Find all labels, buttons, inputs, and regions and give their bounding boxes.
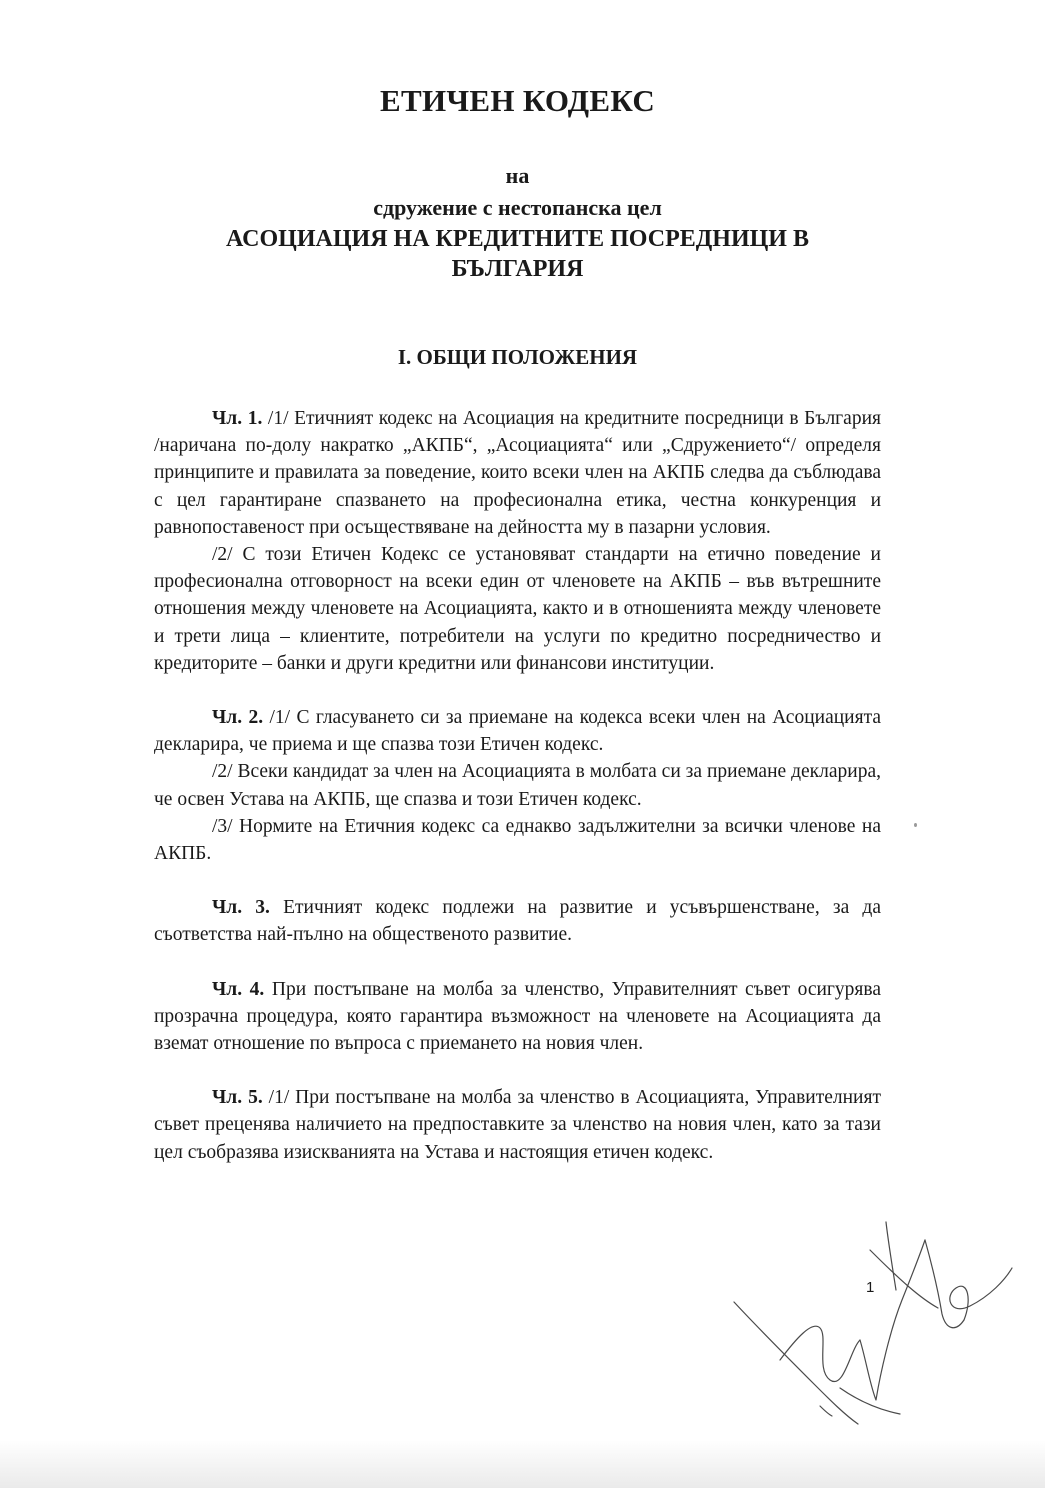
article-1-text-1: /1/ Етичният кодекс на Асоциация на кредитните посредници в България /наричана по-долу накратко „АКПБ“, „Асоциацията“ или „Сдружението“/ определя принципите и правилата за поведение, които всеки член на АКПБ следва да съблюдава с цел гарантиране спазването на професионална етика, честна конкуренция и равнопоставеност при осъществяване на дейността му в пазарни условия. bbox=[154, 408, 881, 538]
article-4-paragraph-1 bbox=[154, 976, 881, 1058]
article-5-paragraph-1 bbox=[154, 1084, 881, 1166]
article-3-label: Чл. 3. bbox=[212, 897, 270, 919]
article-3-paragraph-1 bbox=[154, 894, 881, 948]
article-4-text-1: При постъпване на молба за членство, Управителният съвет осигурява прозрачна процедура, която гарантира възможност на членовете на Асоциацията да вземат отношение по въпроса с приемането на новия член. bbox=[154, 978, 881, 1055]
document-body bbox=[154, 405, 881, 1166]
article-2-text-1: /1/ С гласуването си за приемане на кодекса всеки член на Асоциацията декларира, че приема и ще спазва този Етичен кодекс. bbox=[154, 707, 881, 756]
article-5-text-1: /1/ При постъпване на молба за членство в Асоциацията, Управителният съвет преценява наличието на предпоставките за членство на новия член, като за тази цел съобразява изискванията на Устава и настоящия етичен кодекс. bbox=[154, 1087, 881, 1163]
subtitle-association-line-1: АСОЦИАЦИЯ НА КРЕДИТНИТЕ ПОСРЕДНИЦИ В bbox=[226, 226, 809, 252]
scan-bottom-shadow bbox=[0, 1440, 1045, 1488]
article-1-paragraph-2: /2/ С този Етичен Кодекс се установяват стандарти на етично поведение и професионална отговорност на всеки един от членовете на АКПБ – във вътрешните отношения между членовете на Асоциацията, както и в отношенията между членовете и трети лица – клиентите, потребители на услуги по кредитно посредничество и кредиторите – банки и други кредитни или финансови институции. bbox=[154, 544, 881, 674]
article-2-paragraph-1 bbox=[154, 704, 881, 758]
subtitle-org-type: сдружение с нестопанска цел bbox=[373, 195, 662, 220]
article-3-text-1: Етичният кодекс подлежи на развитие и усъвършенстване, за да съответства най-пълно на общественото развитие. bbox=[154, 897, 881, 946]
article-4-label: Чл. 4. bbox=[212, 978, 265, 1000]
document-title: ЕТИЧЕН КОДЕКС bbox=[379, 83, 656, 118]
article-2-label: Чл. 2. bbox=[212, 707, 264, 729]
article-2-paragraph-2: /2/ Всеки кандидат за член на Асоциацията в молбата си за приемане декларира, че освен Устава на АКПБ, ще спазва и този Етичен кодекс. bbox=[154, 761, 881, 810]
article-2-paragraph-3: /3/ Нормите на Етичния кодекс са еднакво задължителни за всички членове на АКПБ. bbox=[154, 815, 881, 865]
subtitle-association-line-2: БЪЛГАРИЯ bbox=[451, 256, 584, 282]
article-5-label: Чл. 5. bbox=[212, 1087, 263, 1109]
section-heading: I. ОБЩИ ПОЛОЖЕНИЯ bbox=[397, 345, 638, 369]
article-1-paragraph-1 bbox=[154, 405, 881, 541]
subtitle-na: на bbox=[505, 163, 530, 188]
scan-speck bbox=[914, 823, 917, 827]
article-1-label: Чл. 1. bbox=[212, 408, 263, 429]
handwritten-signature bbox=[720, 1210, 1020, 1440]
page-number: 1 bbox=[866, 1279, 875, 1296]
